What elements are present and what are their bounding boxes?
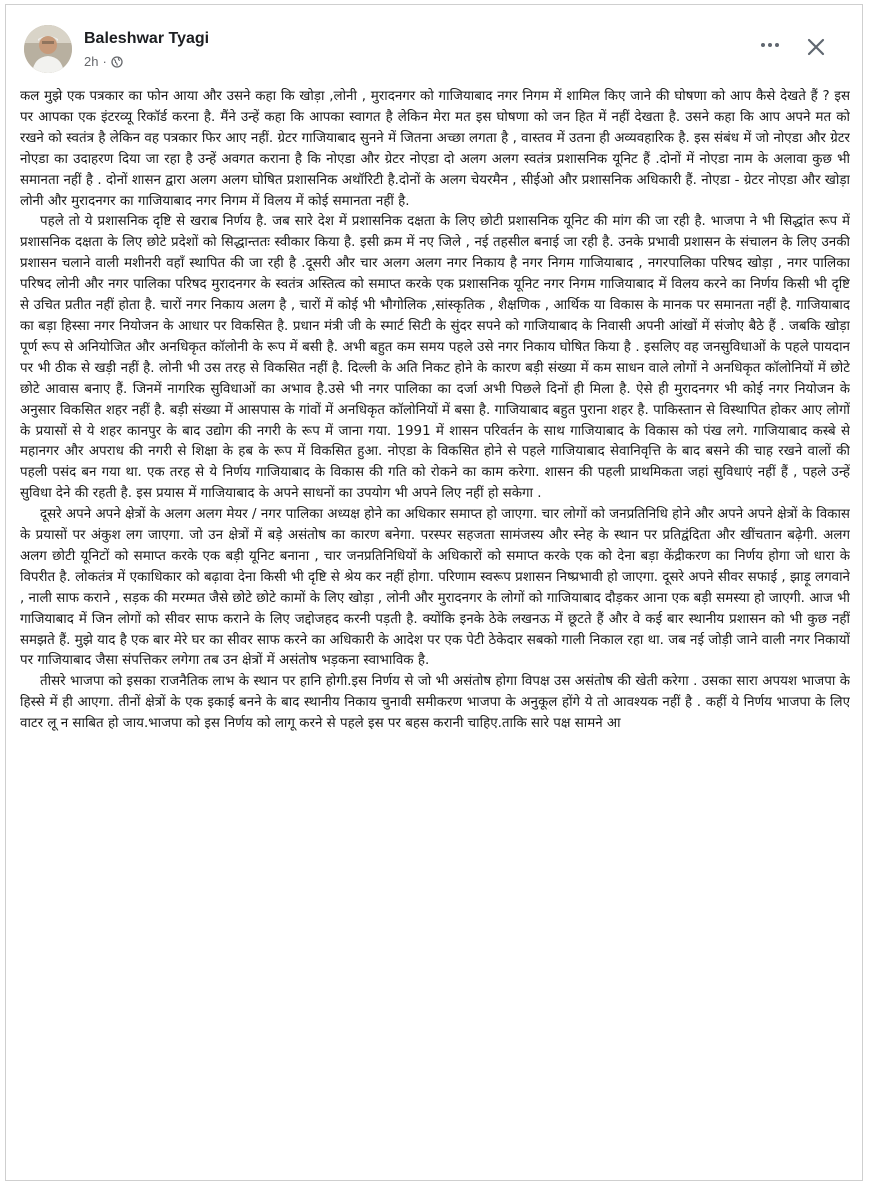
more-icon[interactable]: [758, 37, 782, 53]
post-header: [6, 5, 862, 85]
globe-icon: [111, 56, 123, 68]
post-card: [5, 4, 863, 1181]
post-meta: [84, 54, 123, 69]
author-name[interactable]: Baleshwar Tyagi: [84, 30, 210, 47]
meta-separator: ·: [102, 54, 107, 69]
close-icon[interactable]: [806, 37, 826, 57]
post-paragraph-3: दूसरे अपने अपने क्षेत्रों के अलग अलग मेयर / नगर पालिका अध्यक्ष होने का अधिकार समाप्त हो जाएगा. चार लोगों को जनप्रतिनिधि होने और अपने अपने क्षेत्रों के विकास के प्रयासों पर अंकुश लग जाएगा. जो उन क्षेत्रों में बड़े असंतोष का कारण बनेगा. परस्पर सहजता सामंजस्य और स्नेह के स्थान पर प्रतिद्वंदिता और खींचतान बढ़ेगी. अलग अलग छोटी यूनिटों को समाप्त करके एक बड़ी यूनिट बनाना , चार जनप्रतिनिधियों के अधिकारों को समाप्त करके एक को देना बड़ा केंद्रीकरण का निर्णय होगा जो धारा के विपरीत है. लोकतंत्र में एकाधिकार को बढ़ावा देना किसी भी दृष्टि से श्रेय कर नहीं होगा. परिणाम स्वरूप प्रशासन निष्प्रभावी हो जाएगा. दूसरे अपने सीवर सफाई , झाड़ू लगवाने , नाली साफ कराने , सड़क की मरम्मत जैसे छोटे छोटे कामों के लिए खोड़ा , लोनी और मुरादनगर के लोगों को गाजियाबाद दौड़कर आना एक बड़ी समस्या हो जाएगी. आज भी गाजियाबाद में जिन लोगों को सीवर साफ कराने के लिए जद्दोजहद करनी पड़ती है. क्योंकि इनके ठेके लखनऊ में छूटते हैं और वे कई बार स्थानीय प्रशासन को भी कुछ नहीं समझते हैं. मुझे याद है एक बार मेरे घर का सीवर साफ करने का अधिकारी के आदेश पर एक पेटी ठेकेदार सबको गाली निकाल रहा था. जब नई जोड़ी जाने वाली नगर निकायों पर गाजियाबाद जैसा संपत्तिकर लगेगा तब उन क्षेत्रों में असंतोष भड़कना स्वाभाविक है.: [20, 507, 850, 669]
post-paragraph-2: पहले तो ये प्रशासनिक दृष्टि से खराब निर्णय है. जब सारे देश में प्रशासनिक दक्षता के लिए छोटी प्रशासनिक यूनिट की मांग की जा रही है. भाजपा ने भी सिद्धांत रूप में प्रशासनिक दक्षता के लिए छोटे प्रदेशों को सिद्धान्ततः स्वीकार किया है. इसी क्रम में नए जिले , नई तहसील बनाई जा रही है. उनके प्रभावी प्रशासन के संचालन के लिए उनकी प्रशासन चलाने वाली मशीनरी वहाँ स्थापित की जा रही है .दूसरी और चार अलग अलग नगर निकाय है नगर निगम गाजियाबाद , नगरपालिका परिषद खोड़ा , नगर पालिका परिषद लोनी और नगर पालिका परिषद मुरादनगर के स्वतंत्र अस्तित्व को समाप्त करके एक प्रशासनिक यूनिट नगर निगम गाजियाबाद में विलय करने का निर्णय किसी भी दृष्टि से उचित प्रतीत नहीं होता है. चारों नगर निकाय अलग है , चारों में कोई भी भौगोलिक ,सांस्कृतिक , शैक्षणिक , आर्थिक या विकास के मानक पर समानता नहीं है. गाजियाबाद का बड़ा हिस्सा नगर नियोजन के आधार पर विकसित है. प्रधान मंत्री जी के स्मार्ट सिटी के सुंदर सपने को गाजियाबाद के निवासी अपनी आंखों में संजोए बैठे हैं . जबकि खोड़ा पूर्ण रूप से अनियोजित और अनधिकृत कॉलोनी के रूप में बसी है. अभी बहुत कम समय पहले उसे नगर निकाय घोषित किया है . इसलिए वह जनसुविधाओं के पहले पायदान पर भी ठीक से खड़ी नहीं है. लोनी भी उस तरह से विकसित नहीं है. दिल्ली के अति निकट होने के कारण बड़ी संख्या में कम साधन वाले लोगों ने अनधिकृत कॉलोनियों में छोटे छोटे आवास बनाए हैं. जिनमें नागरिक सुविधाओं का अभाव है.उसे भी नगर पालिका का दर्जा अभी पिछले दिनों ही मिला है. ऐसे ही मुरादनगर भी कोई नगर नियोजन के अनुसार विकसित शहर नहीं है. बड़ी संख्या में आसपास के गांवों में अनधिकृत कॉलोनियों में बसा है. गाजियाबाद बहुत पुराना शहर है. पाकिस्तान से विस्थापित होकर आए लोगों के प्रयासों से ये शहर कानपुर के बाद उद्योग की नगरी के रूप में जाना गया. 1991 में शासन परिवर्तन के साथ गाजियाबाद के विकास को पंख लगे. गाजियाबाद कस्बे से महानगर और अपराध की नगरी से शिक्षा के हब के रूप में विकसित हुआ. नोएडा के विकसित होने से पहले गाजियाबाद सेवानिवृत्ति के बाद बसने की चाह रखने वालों की पहली पसंद बन गया था. एक तरह से ये निर्णय गाजियाबाद के विकास की गति को रोकने का काम करेगा. शासन की पहली प्राथमिकता जहां सुविधाएं नहीं हैं , पहले उन्हें सुविधा देने की रहती है. इस प्रयास में गाजियाबाद के अपने साधनों का उपयोग भी अपने लिए नहीं हो सकेगा .: [20, 214, 850, 502]
post-paragraph-4: तीसरे भाजपा को इसका राजनैतिक लाभ के स्थान पर हानि होगी.इस निर्णय से जो भी असंतोष होगा विपक्ष उस असंतोष की खेती करेगा . उसका सारा अपयश भाजपा के हिस्से में ही आएगा. तीनों क्षेत्रों के एक इकाई बनने के बाद स्थानीय निकाय चुनावी समीकरण भाजपा के अनुकूल होंगे ये तो आवश्यक नहीं है . कहीं ये निर्णय भाजपा के लिए वाटर लू न साबित हो जाय.भाजपा को इस निर्णय को लागू करने से पहले इस पर बहस करानी चाहिए.ताकि सारे पक्ष सामने आ: [20, 674, 850, 732]
avatar[interactable]: [24, 25, 72, 73]
post-time[interactable]: 2h: [84, 54, 99, 69]
post-paragraph-1: कल मुझे एक पत्रकार का फोन आया और उसने कहा कि खोड़ा ,लोनी , मुरादनगर को गाजियाबाद नगर निगम में शामिल किए जाने की घोषणा को आप कैसे देखते हैं ? इस पर आपका एक इंटरव्यू रिकॉर्ड करना है. मैंने उन्हें कहा कि आपका स्वागत है लेकिन मेरा मत इस घोषणा को जन हित में नहीं देखता है. उसने कहा कि आप अपने मत को रखने को स्वतंत्र है लेकिन वह पत्रकार फिर आए नहीं. ग्रेटर गाजियाबाद सुनने में जितना अच्छा लगता है , वास्तव में उतना ही अव्यवहारिक है. इस संबंध में जो नोएडा और ग्रेटर नोएडा का उदाहरण दिया जा रहा है उन्हें अवगत कराना है कि नोएडा और ग्रेटर नोएडा दो अलग अलग स्वतंत्र प्रशासनिक यूनिट हैं .दोनों में नोएडा नाम के अलावा कुछ भी समानता नहीं है . दोनों शासन द्वारा अलग अलग घोषित प्रशासनिक अथॉरिटी है.दोनों के अलग चेयरमैन , सीईओ और प्रशासनिक अधिकारी हैं. नोएडा - ग्रेटर नोएडा और खोड़ा लोनी और मुरादनगर का गाजियाबाद नगर निगम में विलय में कोई समानता नहीं है.: [20, 89, 850, 209]
avatar-photo: [24, 25, 72, 73]
post-text: [20, 87, 850, 1177]
